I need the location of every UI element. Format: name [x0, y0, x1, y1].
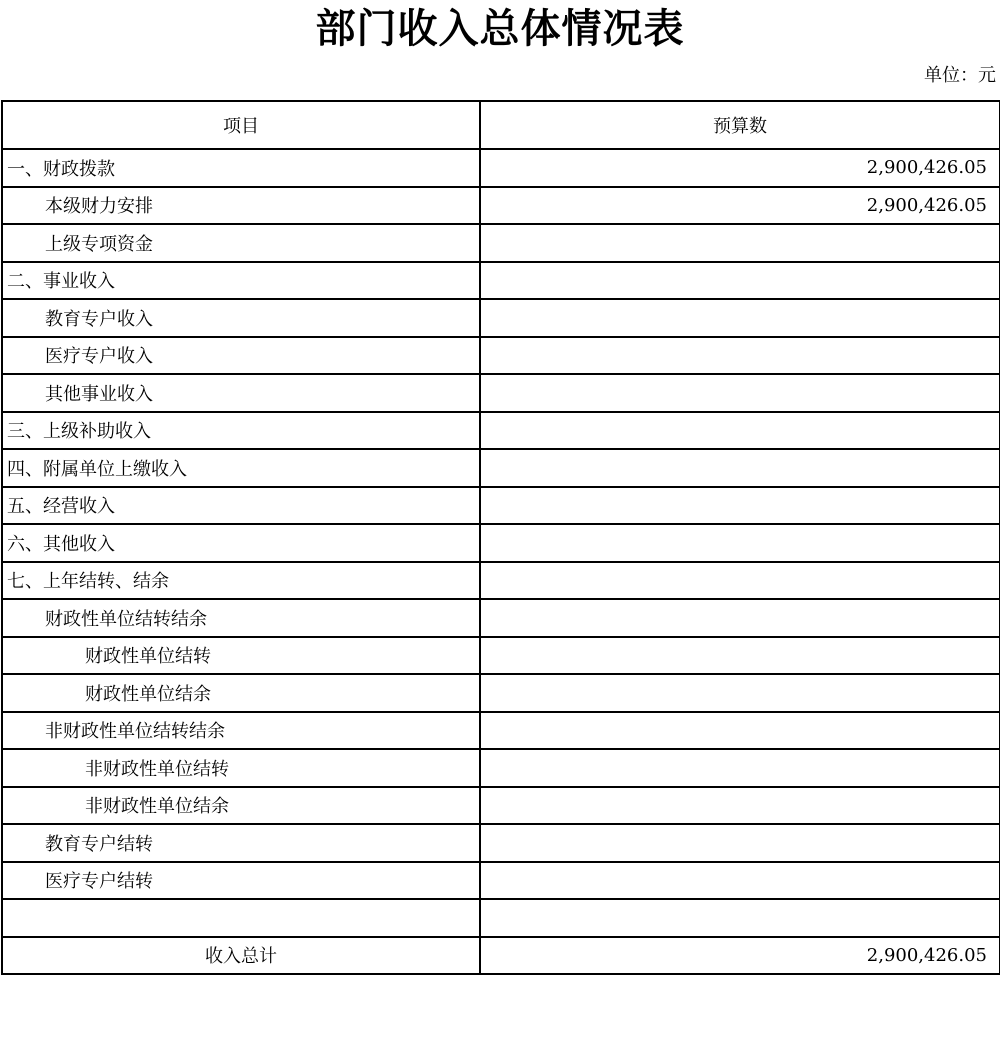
column-header-budget: 预算数	[480, 101, 1000, 149]
row-item-label: 财政性单位结转结余	[2, 599, 480, 637]
table-row	[2, 299, 1000, 337]
total-label: 收入总计	[2, 937, 480, 975]
row-item-label: 财政性单位结余	[2, 674, 480, 712]
income-table	[1, 100, 1000, 975]
row-item-label: 一、财政拨款	[2, 149, 480, 187]
row-budget-value	[480, 637, 1000, 675]
table-row	[2, 224, 1000, 262]
row-budget-value	[480, 562, 1000, 600]
table-row	[2, 749, 1000, 787]
table-row	[2, 862, 1000, 900]
table-row	[2, 562, 1000, 600]
table-row	[2, 374, 1000, 412]
row-budget-value	[480, 749, 1000, 787]
row-item-label: 二、事业收入	[2, 262, 480, 300]
row-budget-value	[480, 224, 1000, 262]
table-row	[2, 637, 1000, 675]
column-header-item: 项目	[2, 101, 480, 149]
row-budget-value	[480, 712, 1000, 750]
table-row	[2, 674, 1000, 712]
unit-label: 单位：元	[924, 65, 996, 86]
table-row	[2, 187, 1000, 225]
row-budget-value	[480, 262, 1000, 300]
row-budget-value	[480, 337, 1000, 375]
row-item-label: 财政性单位结转	[2, 637, 480, 675]
row-budget-value	[480, 487, 1000, 525]
table-row	[2, 824, 1000, 862]
row-item-label: 非财政性单位结余	[2, 787, 480, 825]
table-row	[2, 262, 1000, 300]
table-row	[2, 149, 1000, 187]
row-budget-value	[480, 449, 1000, 487]
row-item-label: 非财政性单位结转	[2, 749, 480, 787]
row-item-label: 教育专户收入	[2, 299, 480, 337]
row-budget-value: 2,900,426.05	[480, 187, 1000, 225]
row-item-label: 教育专户结转	[2, 824, 480, 862]
row-item-label: 五、经营收入	[2, 487, 480, 525]
row-item-label: 非财政性单位结转结余	[2, 712, 480, 750]
table-row	[2, 524, 1000, 562]
row-item-label: 四、附属单位上缴收入	[2, 449, 480, 487]
total-row	[2, 937, 1000, 975]
row-item-label: 医疗专户结转	[2, 862, 480, 900]
row-item-label: 七、上年结转、结余	[2, 562, 480, 600]
table-row	[2, 337, 1000, 375]
table-row	[2, 712, 1000, 750]
page-title: 部门收入总体情况表	[315, 6, 685, 52]
row-budget-value	[480, 412, 1000, 450]
row-budget-value	[480, 899, 1000, 937]
total-value: 2,900,426.05	[480, 937, 1000, 975]
table-row	[2, 487, 1000, 525]
row-item-label: 本级财力安排	[2, 187, 480, 225]
table-row	[2, 599, 1000, 637]
row-item-label: 上级专项资金	[2, 224, 480, 262]
table-row	[2, 449, 1000, 487]
row-budget-value: 2,900,426.05	[480, 149, 1000, 187]
row-budget-value	[480, 674, 1000, 712]
row-budget-value	[480, 862, 1000, 900]
row-budget-value	[480, 524, 1000, 562]
table-row	[2, 412, 1000, 450]
row-item-label: 医疗专户收入	[2, 337, 480, 375]
row-item-label: 其他事业收入	[2, 374, 480, 412]
row-budget-value	[480, 374, 1000, 412]
row-budget-value	[480, 824, 1000, 862]
row-budget-value	[480, 787, 1000, 825]
table-header-row	[2, 101, 1000, 149]
table-row	[2, 787, 1000, 825]
table-row-empty	[2, 899, 1000, 937]
row-item-label	[2, 899, 480, 937]
row-item-label: 三、上级补助收入	[2, 412, 480, 450]
row-item-label: 六、其他收入	[2, 524, 480, 562]
row-budget-value	[480, 599, 1000, 637]
row-budget-value	[480, 299, 1000, 337]
